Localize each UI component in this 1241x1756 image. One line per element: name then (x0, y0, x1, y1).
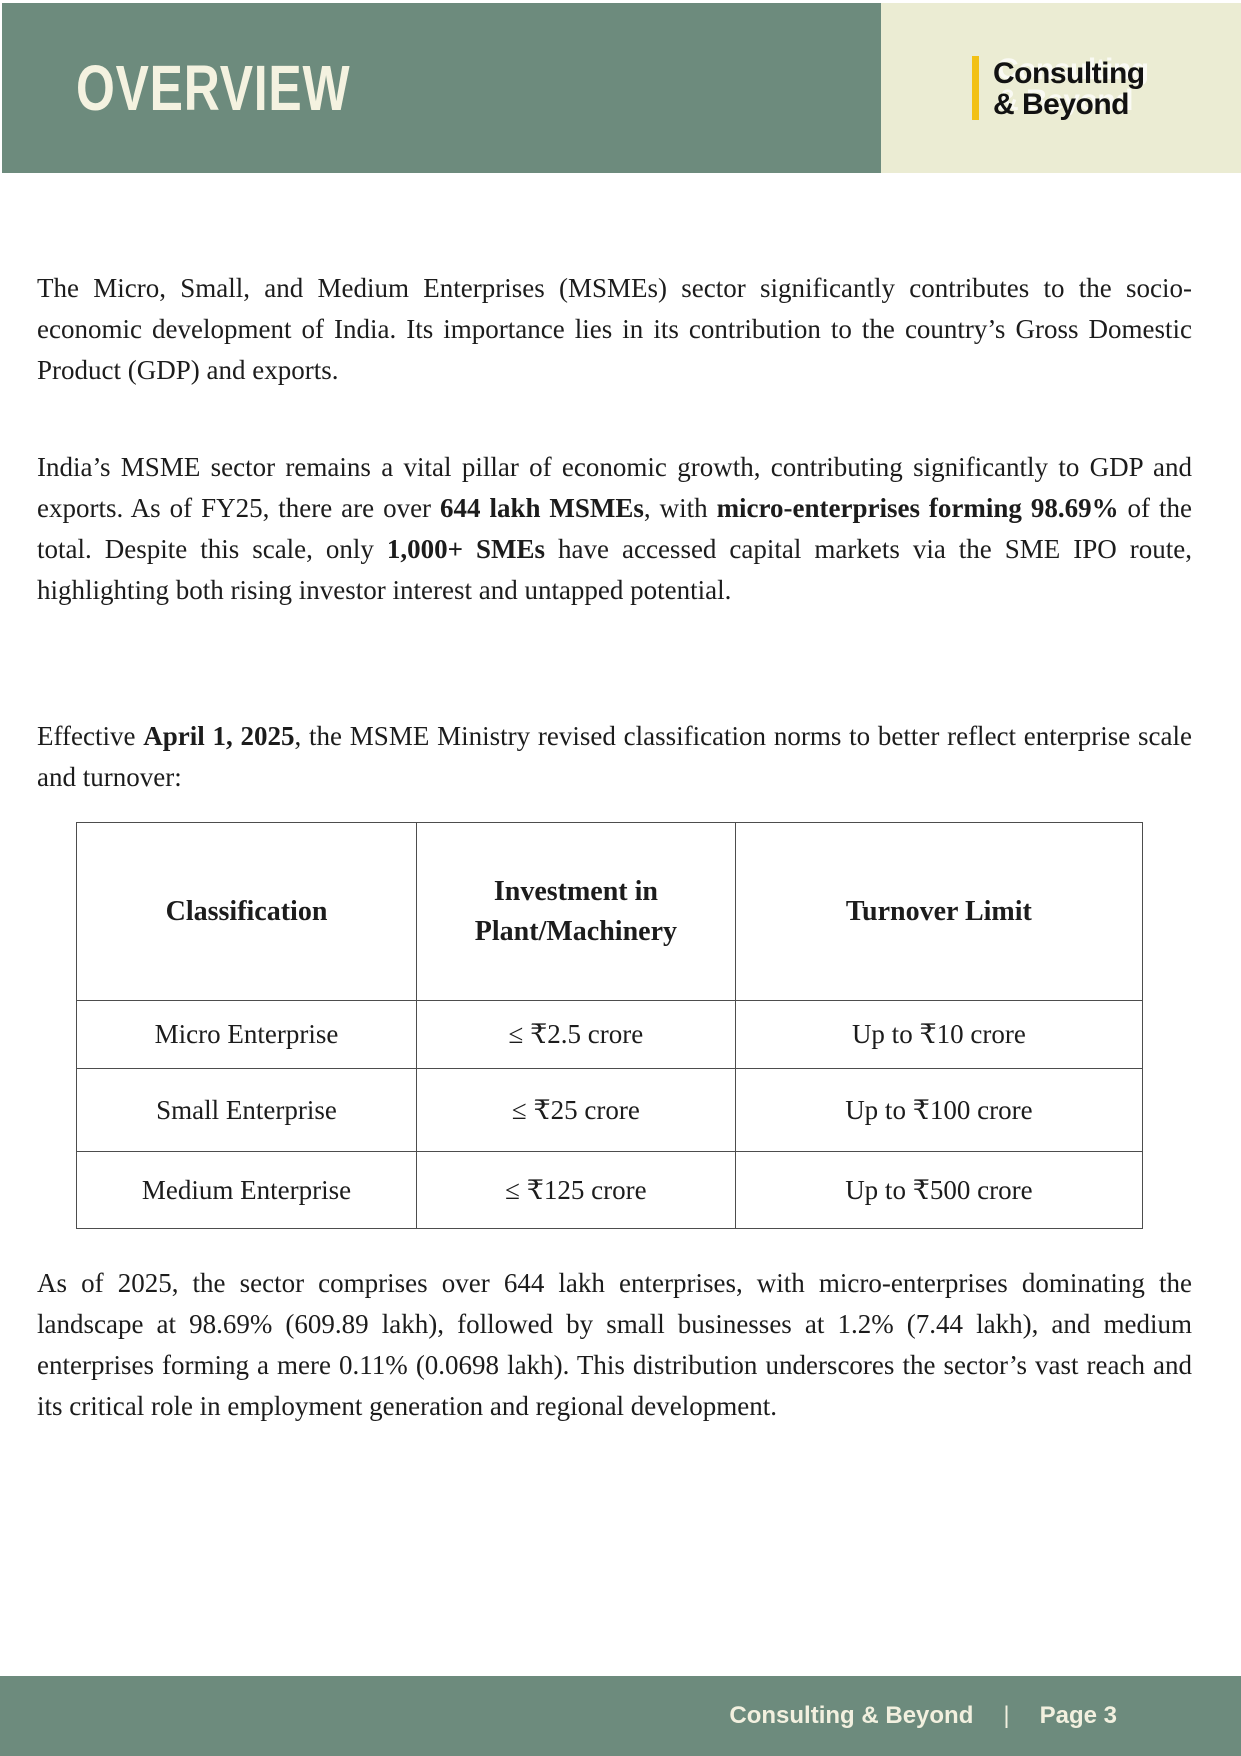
footer-brand: Consulting & Beyond (729, 1702, 974, 1729)
brand-bar-icon (972, 56, 979, 120)
table-cell: Up to ₹500 crore (735, 1152, 1142, 1229)
header-brand-band (881, 3, 1241, 173)
table-cell: ≤ ₹2.5 crore (417, 1001, 736, 1069)
table-cell: ≤ ₹25 crore (417, 1069, 736, 1152)
table-header-cell: Classification (77, 823, 417, 1001)
body-paragraph (37, 716, 1192, 798)
text-run: As of 2025, the sector comprises over 644 lakh enterprises, with micro-enterprises dominating the landscape at 98.69% (609.89 lakh), followed by small businesses at 1.2% (7.44 lakh), and medium enterprises forming a mere 0.11% (0.0698 lakh). This distribution underscores the sector’s vast reach and its critical role in employment generation and regional development. (37, 1268, 1192, 1421)
table-cell: Micro Enterprise (77, 1001, 417, 1069)
page-title: OVERVIEW (76, 52, 351, 124)
table-row (77, 1152, 1143, 1229)
body-paragraph (37, 268, 1192, 391)
footer-separator: | (1003, 1702, 1010, 1729)
text-run: The Micro, Small, and Medium Enterprises (MSMEs) sector significantly contributes to the socio-economic development of India. Its importance lies in its contribution to the country’s Gross Domestic Product (GDP) and exports. (37, 273, 1192, 385)
footer-page-number: Page 3 (1039, 1702, 1117, 1729)
text-run: , the MSME Ministry revised classification norms to better reflect enterprise scale and turnover: (37, 721, 1192, 792)
brand-logo (972, 56, 1145, 120)
bold-run: April 1, 2025 (143, 721, 295, 751)
table-row (77, 1001, 1143, 1069)
table-cell: Small Enterprise (77, 1069, 417, 1152)
brand-line-1: Consulting (993, 57, 1145, 90)
table-cell: Up to ₹100 crore (735, 1069, 1142, 1152)
page-footer (0, 1676, 1241, 1756)
page-header (2, 3, 1241, 173)
classification-table-wrap (76, 822, 1143, 1228)
table-cell: Up to ₹10 crore (735, 1001, 1142, 1069)
body-paragraph (37, 447, 1192, 611)
classification-table (76, 822, 1143, 1229)
text-run: Effective (37, 721, 144, 751)
text-run: have accessed capital markets via the SME IPO route, highlighting both rising investor interest and untapped potential. (37, 534, 1193, 605)
table-row (77, 1069, 1143, 1152)
brand-line-2: & Beyond (993, 88, 1130, 121)
table-cell: ≤ ₹125 crore (417, 1152, 736, 1229)
body-paragraph (37, 1263, 1192, 1427)
brand-logo-text (993, 56, 1145, 120)
bold-run: 1,000+ SMEs (386, 534, 546, 564)
table-cell: Medium Enterprise (77, 1152, 417, 1229)
table-header-cell: Investment in Plant/Machinery (417, 823, 736, 1001)
text-run: , with (643, 493, 717, 523)
text-run: of the total. Despite this scale, only (37, 493, 1192, 564)
table-header-row (77, 823, 1143, 1001)
text-run: India’s MSME sector remains a vital pillar of economic growth, contributing significantly to GDP and exports. As of FY25, there are over (37, 452, 1192, 523)
header-green-band (2, 3, 881, 173)
bold-run: 644 lakh MSMEs (440, 493, 644, 523)
table-header-cell: Turnover Limit (735, 823, 1142, 1001)
bold-run: micro-enterprises forming 98.69% (716, 493, 1119, 523)
